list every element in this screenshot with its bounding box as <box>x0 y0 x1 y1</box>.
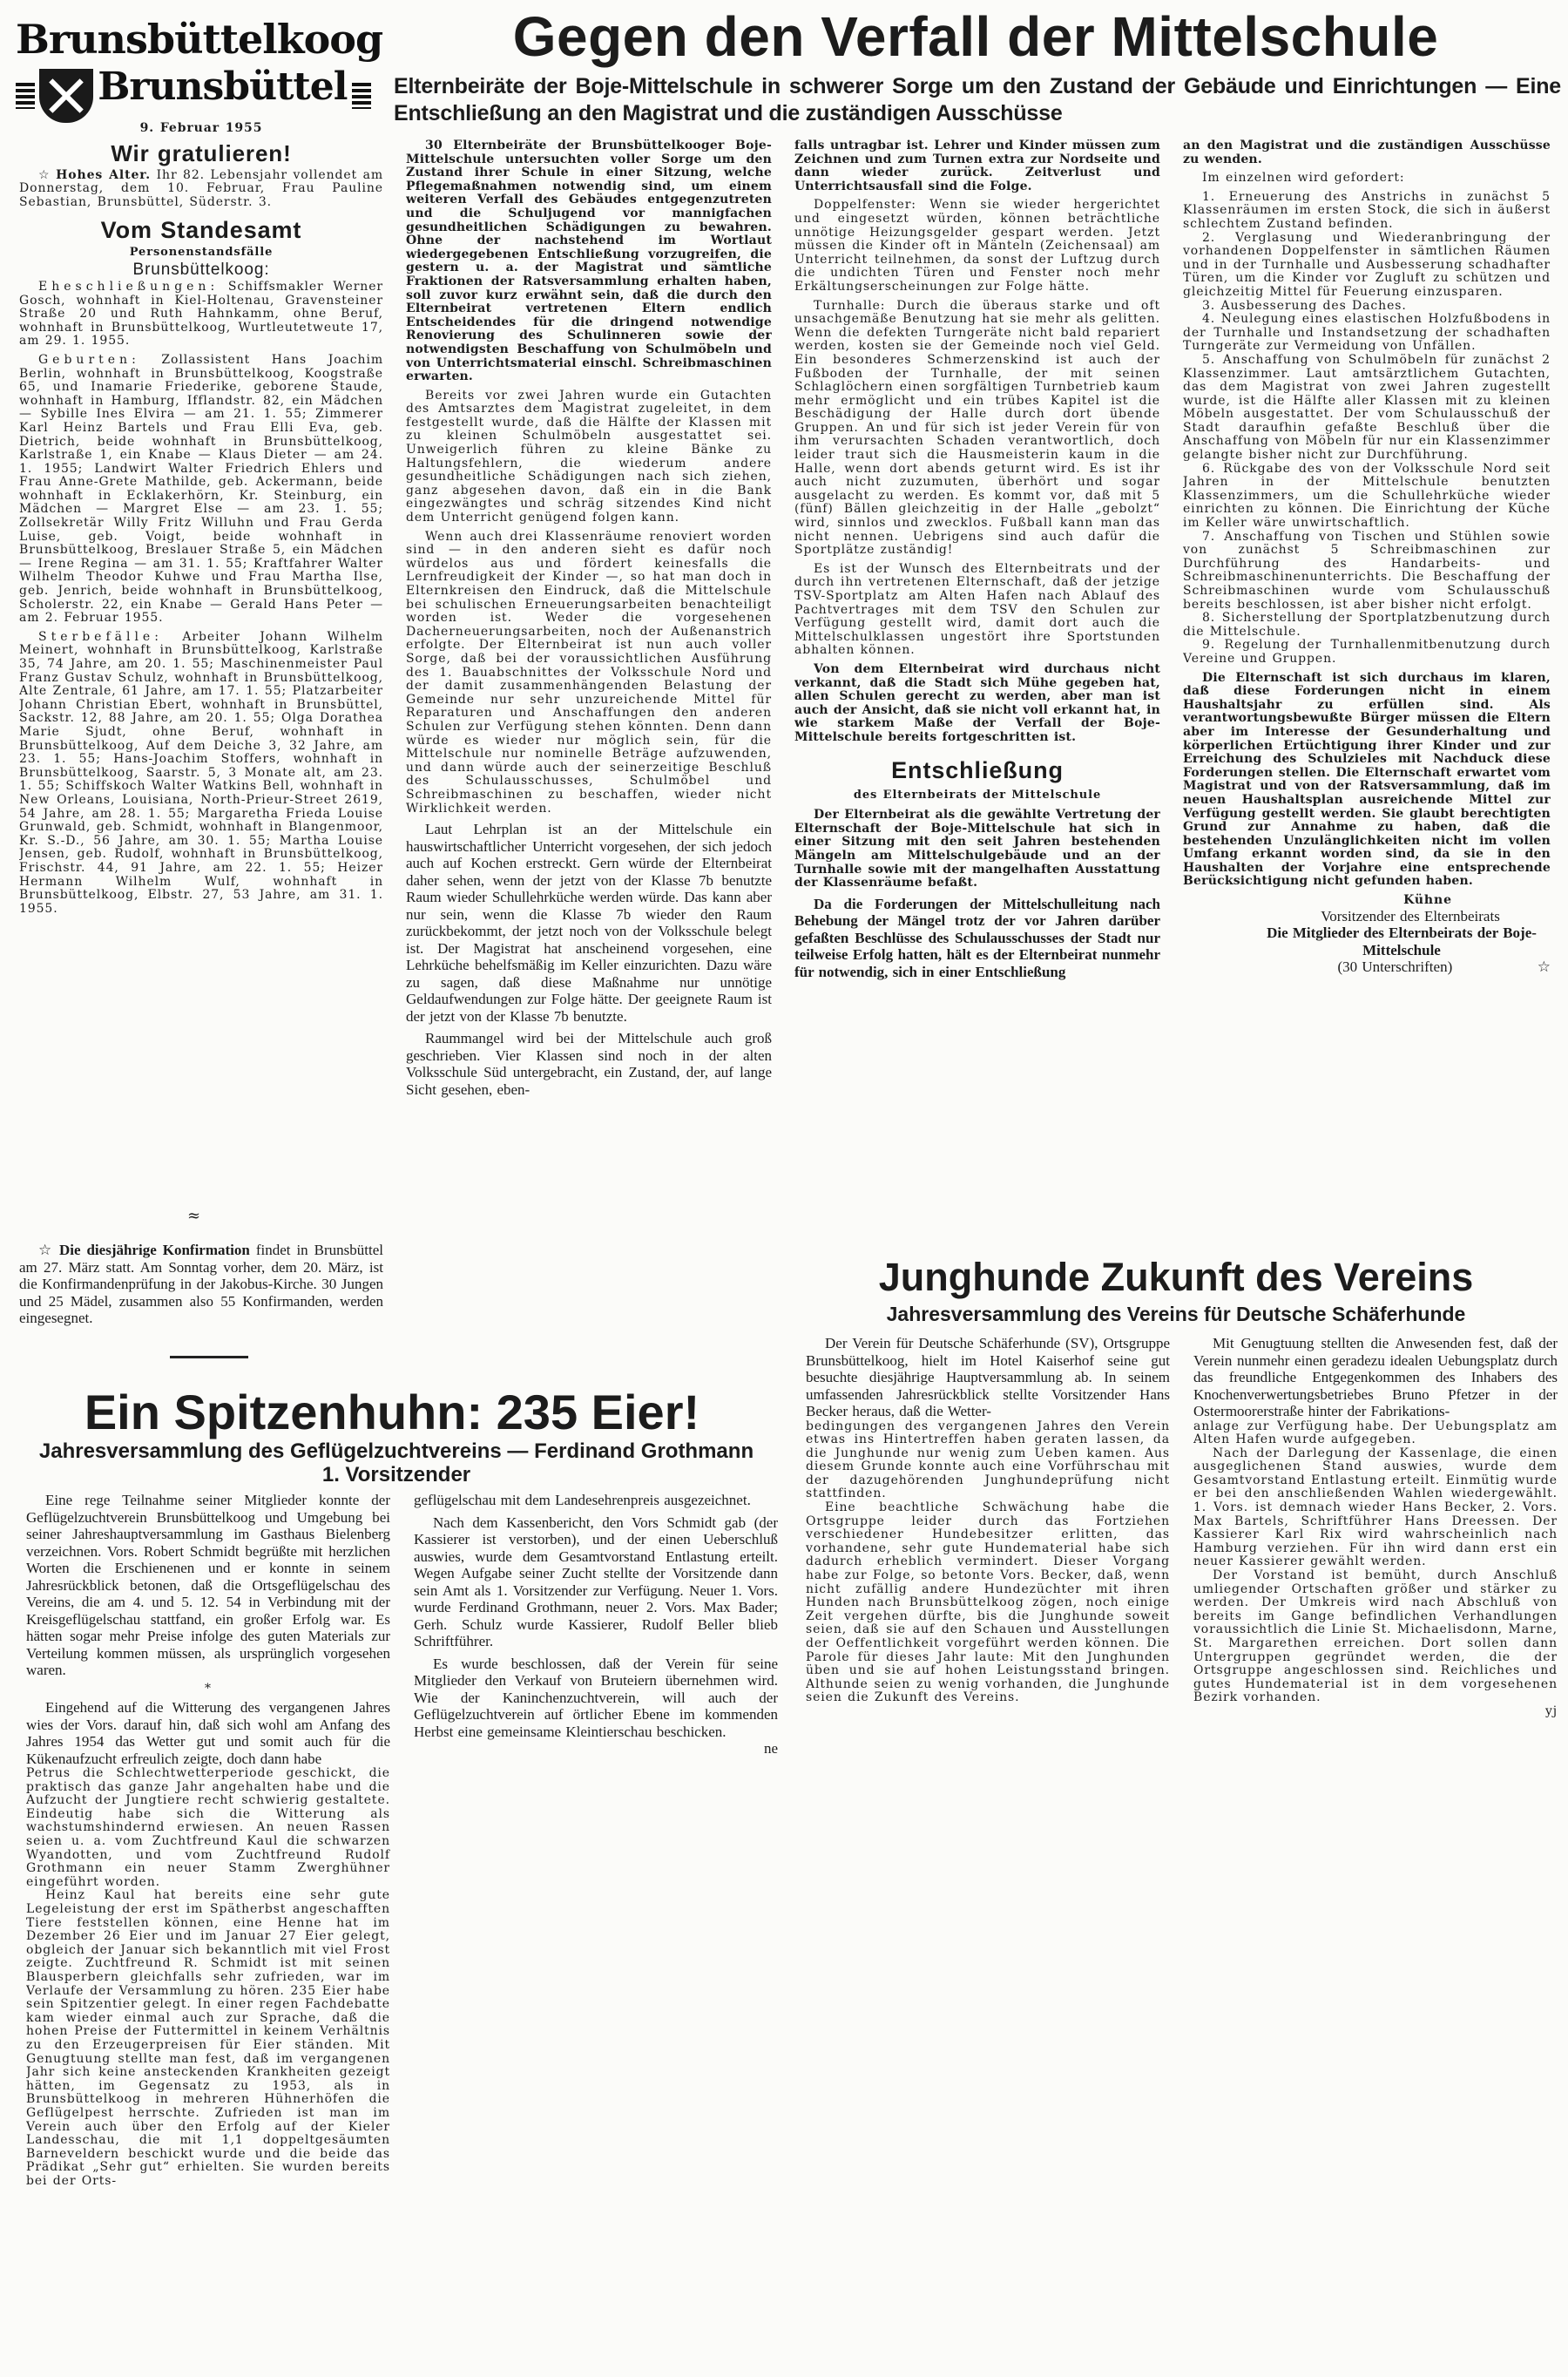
article-paragraph: bedingungen des vergangenen Jahres den Verein etwas ins Hintertreffen haben geraten lassen, da die Junghunde nur wenig zum Ueben kamen. Aus diesem Grunde konnte auch eine Vorführschau mit der dazugehörenden Junghundeprüfung nicht stattfinden. <box>806 1419 1170 1501</box>
section-text: Arbeiter Johann Wilhelm Meinert, wohnhaft in Brunsbüttelkoog, Karlstraße 35, 74 Jahre, am 20. 1. 55; Maschinenmeister Paul Franz Gustav Schulz, wohnhaft in Brunsbüttelkoog, Alte Zentrale, 61 Jahre, am 17. 1. 55; Platzarbeiter Johann Christian Ebert, wohnhaft in Brunsbüttel, Sackstr. 12, 88 Jahre, am 20. 1. 55; Olga Dorathea Marie Sjudt, ohne Beruf, wohnhaft in Brunsbüttelkoog, Auf dem Deiche 3, 32 Jahre, am 23. 1. 55; Hans-Joachim Stoffers, wohnhaft in Brunsbüttelkoog, Saarstr. 5, 3 Monate alt, am 23. 1. 55; Schiffskoch Walter Watkins Bell, wohnhaft in New Orleans, Louisiana, North-Prieur-Street 2619, 54 Jahre, am 28. 1. 55; Margaretha Frieda Louise Grunwald, geb. Schmidt, wohnhaft in Blangenmoor, Kr. S.-D., 56 Jahre, am 30. 1. 55; Martha Louise Jensen, geb. Rudolf, wohnhaft in Brunsbüttelkoog, Frischstr. 44, 91 Jahre, am 22. 1. 55; Heizer Hermann Wilhelm Wulf, wohnhaft in Brunsbüttelkoog, Elbstr. 27, 53 Jahre, am 31. 1. 1955. <box>19 629 383 916</box>
section-label: Sterbefälle: <box>38 629 163 644</box>
article-paragraph: Von dem Elternbeirat wird durchaus nicht verkannt, daß die Stadt sich Mühe gegeben hat, allen Schulen gerecht zu werden, aber man ist auch der Ansicht, daß sie nicht voll erkannt hat, in wie starkem Maße der Verfall der Boje-Mittelschule bereits fortgeschritten ist. <box>794 661 1160 744</box>
article-paragraph: Bereits vor zwei Jahren wurde ein Gutachten des Amtsarztes dem Magistrat zugeleitet, in dem festgestellt wurde, daß die Hälfte der Klassen mit zu kleinen Schulmöbeln ausgestattet sei. Unweigerlich führen zu kleine Bänke zu Haltungsfehlern, die wiederum andere gesundheitliche Schädigungen nach sich ziehen, ganz abgesehen davon, daß ein in die Bank eingezwängtes und schräg sitzendes Kind nicht dem Unterricht genügend folgen kann. <box>406 388 772 525</box>
konfirmation-text: findet in Brunsbüttel am 27. März statt. Am Sonntag vorher, dem 20. März, ist die Konfirmandenprüfung in der Jakobus-Kirche. 30 Jungen und 25 Mädel, zusammen also 55 Konfirmanden, werden eingesegnet. <box>19 1242 383 1326</box>
standesamt-deaths <box>19 631 383 916</box>
main-article-column-1 <box>406 139 772 1368</box>
author-initials: ne <box>763 1740 778 1757</box>
divider <box>170 1356 248 1358</box>
dog-article-column-2 <box>1193 1335 1558 1858</box>
poultry-article-column-1 <box>26 1492 390 2372</box>
signature-count-text: (30 Unterschriften) <box>1337 958 1453 976</box>
resolution-paragraph: Der Elternbeirat als die gewählte Vertretung der Elternschaft der Boje-Mittelschule hat sich in einer Sitzung mit den seit Jahren bestehenden Mängeln am Mittelschulgebäude und an der Turnhalle sowie mit der mangelhaften Ausstattung der Klassenräume befaßt. <box>794 808 1160 891</box>
article-paragraph: Es wurde beschlossen, daß der Verein für seine Mitglieder den Verkauf von Bruteiern übernehmen wird. Wie der Kaninchenzuchtverein, will auch der Geflügelzuchtverein auf örtlicher Ebene im kommenden Herbst eine gemeinsame Kleintierschau beschicken. <box>414 1655 778 1740</box>
article-paragraph: Eine beachtliche Schwächung habe die Ortsgruppe leider durch das Fortziehen verschiedener Hundebesitzer erlitten, das vorhandene, sehr gute Hundematerial habe sich dadurch erheblich vermindert. Dieser Vorgang habe zur Folge, so betonte Vors. Becker, daß, wenn nicht zufällig andere Hundezüchter mit ihren Hunden nach Brunsbüttelkoog zögen, noch einige Zeit vergehen dürfte, bis die Junghunde soweit seien, daß sie auf den Schauen und Ausstellungen der Oeffentlichkeit vorgeführt werden können. Die Parole für dieses Jahr laute: Mit den Junghunden üben und sie auf hohen Leistungsstand bringen. Althunde seien zu wenig vorhanden, die Junghunde seien die Zukunft des Vereins. <box>806 1500 1170 1705</box>
demand-item: 6. Rückgabe des von der Volksschule Nord seit Jahren in der Mittelschule benutzten Klassenzimmers, um die Schullehrküche wieder einrichten zu können. Die Einrichtung der Küche im Keller wäre unwirtschaftlich. <box>1183 461 1551 531</box>
ornament-bars-right <box>352 83 371 109</box>
article-paragraph: geflügelschau mit dem Landesehrenpreis ausgezeichnet. <box>414 1492 751 1508</box>
dog-article-column-1 <box>806 1335 1170 1858</box>
resolution-subtitle: des Elternbeirats der Mittelschule <box>853 788 1102 802</box>
demand-item: 5. Anschaffung von Schulmöbeln für zunächst 2 Klassenzimmer. Laut amtsärztlichem Gutachten, das dem Magistrat von zwei Jahren zugestellt wurde, ist die Hälfte aller Klassen mit zu kleinen Möbeln ausgestattet. Der vom Schulausschuß der Stadt daraufhin gefaßte Beschluß über die Anschaffung von Möbeln für nur ein Klassenzimmer gelangte bisher nicht zur Durchführung. <box>1183 352 1551 463</box>
poultry-article-subhead: Jahresversammlung des Geflügelzuchtvereins — Ferdinand Grothmann 1. Vorsitzender <box>38 1439 754 1486</box>
section-text: Schiffsmakler Werner Gosch, wohnhaft in Kiel-Holtenau, Gravensteiner Straße 20 und Ruth Hahnkamm, ohne Beruf, wohnhaft in Brunsbüttelkoog, Wurtleutetweute 17, am 29. 1. 1955. <box>19 279 383 349</box>
article-paragraph: Raummangel wird bei der Mittelschule auch groß geschrieben. Vier Klassen sind noch in der alten Volksschule Süd untergebracht, ein Zustand, der, auf lange Sicht gesehen, eben- <box>406 1030 772 1098</box>
gratulation-heading: Wir gratulieren! <box>111 139 292 166</box>
signature-members: Die Mitglieder des Elternbeirats der Boje-Mittelschule <box>1267 924 1537 958</box>
konfirmation-notice <box>19 1242 383 1351</box>
article-paragraph: Doppelfenster: Wenn sie wieder hergerichtet und eingesetzt würden, können beträchtliche unnötige Heizungsgelder gespart werden. Jetzt müssen die Kinder oft in Mänteln (Zeichensaal) am Unterricht teilnehmen, da sonst der Luftzug durch die undichten Türen und Fenster noch mehr Erkältungserscheinungen zur Folge hätte. <box>794 198 1160 294</box>
demand-item: 4. Neulegung eines elastischen Holzfußbodens in der Turnhalle und Instandsetzung der schadhaften Turngeräte zur Vermeidung von Unfällen. <box>1183 312 1551 354</box>
main-subhead: Elternbeiräte der Boje-Mittelschule in schwerer Sorge um den Zustand der Gebäude und Einrichtungen — Eine Entschließung an den Magistrat und die zuständigen Ausschüsse <box>394 74 1561 125</box>
demands-intro: Im einzelnen wird gefordert: <box>1202 171 1405 186</box>
resolution-heading: Entschließung <box>891 756 1064 783</box>
article-paragraph: Heinz Kaul hat bereits eine sehr gute Legeleistung der erst im Spätherbst angeschafften Tiere feststellen können, eine Henne hat im Dezember 26 Eier und im Januar 27 Eier gelegt, obgleich der Januar sich bekanntlich mit viel Frost zeigte. Zuchtfreund R. Schmidt ist mit seinen Blausperbern gleichfalls sehr zufrieden, war im Verlaufe der Versammlung zu hören. 235 Eier habe sein Spitzentier gelegt. In einer regen Fachdebatte kam wieder einmal auch zur Sprache, daß die hohen Preise der Futtermittel in keinem Verhältnis zu den Erzeugerpreisen für Eier ständen. Mit Genugtuung stellte man fest, daß im vergangenen Jahr sich keine ansteckenden Krankheiten gezeigt hätten, im Gegensatz zu 1953, als in Brunsbüttelkoog in mehreren Hühnerhöfen die Geflügelpest herrschte. Zufrieden ist man im Verein auch über den Erfolg auf der Kieler Landesschau, die mit 1,1 doppeltgesäumten Barneveldern beschickt wurde und die beide das Prädikat „Sehr gut“ erhielten. Sie wurden bereits bei der Orts- <box>26 1888 390 2188</box>
star-icon: ☆ <box>1537 958 1551 976</box>
article-paragraph: Wenn auch drei Klassenräume renoviert worden sind — in den anderen sieht es dafür noch würdelos aus und fördert keinesfalls die Lernfreudigkeit der Kinder —, so hat man doch in Elternkreisen den Eindruck, daß die Mittelschule bei schulischen Erneuerungsarbeiten benachteiligt worden ist. Weder die vorgesehenen Dacherneuerungsarbeiten, noch der Außenanstrich erfolgte. Der Elternbeirat ist nun auch voller Sorge, daß bei der voraussichtlichen Ausführung des 1. Bauabschnittes der Volksschule Nord und der damit zusammenhängenden Belastung der Gemeinde nur sehr unzureichende Mittel für Reparaturen und Anschaffungen den anderen Schulen zur Verfügung stehen könnten. Denn dann würde es wieder nur möglich sein, für die Mittelschule nur nominelle Beträge aufzuwenden, und dann würde auch der seinerzeitige Beschluß des Schulausschusses, Schulmöbel und Schreibmaschinen zu beschaffen, wieder nicht Wirklichkeit werden. <box>406 529 772 816</box>
main-article-column-2 <box>794 139 1160 1239</box>
poultry-article-headline: Ein Spitzenhuhn: 235 Eier! <box>84 1385 700 1439</box>
section-label: Eheschließungen: <box>38 279 220 294</box>
article-paragraph: Der Vorstand ist bemüht, durch Anschluß umliegender Ortschaften größer und stärker zu werden. Der Umkreis wird nach Abschluß von bereits im Gange befindlichen Verhandlungen voraussichtlich die Linie St. Michaelisdonn, Marne, St. Margarethen erreichen. Dort sollen dann Untergruppen gegründet werden, die der Ortsgruppe angeschlossen sind. Reichliches und gutes Hundematerial ist in dem vorgesehenen Bezirk vorhanden. <box>1193 1568 1558 1705</box>
author-initials: yj <box>1544 1703 1558 1718</box>
demand-item: 9. Regelung der Turnhallenmitbenutzung durch Vereine und Gruppen. <box>1183 638 1551 666</box>
main-headline: Gegen den Verfall der Mittelschule <box>512 5 1439 68</box>
article-paragraph: Es ist der Wunsch des Elternbeitrats und der durch ihn vertretenen Elternschaft, daß der jetzige TSV-Sportplatz am Alten Hafen nach Ablauf des Pachtvertrages mit dem TSV den Schulen zur Verfügung gestellt wird, damit dort auch die Mittelschulklassen ungestört ihre Sportstunden abhalten können. <box>794 561 1160 658</box>
section-text: Zollassistent Hans Joachim Berlin, wohnhaft in Brunsbüttelkoog, Koogstraße 65, und Inamarie Friederike, geborene Staude, wohnhaft in Hamburg, Ifflandstr. 82, ein Mädchen — Sybille Ines Elvira — am 21. 1. 55; Zimmerer Karl Heinz Bartels und Frau Elli Eva, geb. Dietrich, beide wohnhaft in Brunsbüttelkoog, Karlstraße 1, ein Knabe — Klaus Dieter — am 24. 1. 1955; Landwirt Walter Friedrich Ehlers und Frau Anne-Grete Mathilde, geb. Ackermann, beide wohnhaft in Ecklakerhörn, Kr. Steinburg, ein Mädchen — Margret Else — am 23. 1. 55; Zollsekretär Willy Fritz Willuhn und Frau Gerda Luise, geb. Voigt, beide wohnhaft in Brunsbüttelkoog, Breslauer Straße 5, ein Mädchen — Irene Regina — am 31. 1. 55; Kraftfahrer Walter Wilhelm Theodor Kuhwe und Frau Martha Ilse, geb. Jenrich, beide wohnhaft in Brunsbüttelkoog, Scholerstr. 22, ein Knabe — Gerald Hans Peter — am 2. Februar 1955. <box>19 352 383 626</box>
signature-name: Kühne <box>1403 893 1452 908</box>
main-article-column-3 <box>1183 139 1551 1239</box>
article-lead: 30 Elternbeiräte der Brunsbüttelkooger Boje-Mittelschule untersuchten voller Sorge um den Zustand ihrer Schule in einer Sitzung, welche Pflegemaßnahmen notwendig sind, um einem weiteren Verfall des Gebäudes entgegenzutreten und die Schuljugend vor mannigfachen gesundheitlichen Schädigungen zu bewahren. Ohne der nachstehend im Wortlaut wiedergegebenen Entschließung vorzugreifen, die gestern u. a. der Magistrat und sämtliche Fraktionen der Ratsversammlung erhalten haben, soll zuvor kurz erwähnt sein, daß die durch den Elternbeirat vertretenen Eltern endlich Entscheidendes für die dringend notwendige Renovierung des Schulinneren sowie der notwendigsten Beschaffung von Schulmöbeln und von Unterrichtsmaterial einschl. Schreibmaschinen erwarten. <box>406 139 772 384</box>
standesamt-births <box>19 354 383 626</box>
standesamt-subtitle: Personenstandsfälle <box>129 246 274 260</box>
masthead-line-1: Brunsbüttelkoog <box>16 16 383 63</box>
article-paragraph: Laut Lehrplan ist an der Mittelschule ein hauswirtschaftlicher Unterricht vorgesehen, der sich jedoch auch auf Kochen erstreckt. Gern würde der Elternbeirat daher sehen, wenn der jetzt von der Klasse 7b benutzte Raum wieder Schullehrküche werden würde. Das kann aber nur sein, wenn die Klasse 7b wieder den Raum zurückbekommt, der jetzt noch von der Volksschule belegt ist. Der Magistrat hat anscheinend vorgesehen, eine Lehrküche behelfsmäßig im Keller einzurichten. Dazu wäre zu sagen, daß diese Maßnahme nur unnötige Geldaufwendungen zur Folge hätte. Der geeignete Raum ist der jetzt von der Klasse 7b benutzte. <box>406 821 772 1025</box>
demand-item: 8. Sicherstellung der Sportplatzbenutzung durch die Mittelschule. <box>1183 611 1551 639</box>
section-label: Geburten: <box>38 352 140 367</box>
demand-item: 1. Erneuerung des Anstrichs in zunächst 5 Klassenräumen im ersten Stock, die sich in äußerst schlechtem Zustand befinden. <box>1183 189 1551 231</box>
gratulation-text: Ihr 82. Lebensjahr vollendet am Donnerstag, dem 10. Februar, Frau Pauline Sebastian, Brunsbüttel, Süderstr. 3. <box>19 167 383 209</box>
resolution-closing: Die Elternschaft ist sich durchaus im klaren, daß diese Forderungen nicht in einem Haushaltsjahr zu erfüllen sind. Als verantwortungsbewußte Bürger müssen die Eltern aber im Interesse der Gesunderhaltung und körperlichen Ertüchtigung ihrer Kinder und zur Erreichung des Schulzieles mit Nachduck diese Forderungen stellen. Die Elternschaft erwartet vom Magistrat und von der Ratsversammlung, daß im neuen Haushaltsplan ausreichende Mittel zur Verfügung gestellt werden. Sie glaubt berechtigten Grund zur Annahme zu haben, daß die bestehenden Unzulänglichkeiten nicht im vollen Umfang erkannt worden sind, da sie in den Haushalten der Vorjahre eine entsprechende Berücksichtigung nicht gefunden haben. <box>1183 670 1551 889</box>
article-paragraph: Nach dem Kassenbericht, den Vors Schmidt gab (der Kassierer ist verstorben), und der einen Ueberschluß auswies, wurde dem Gesamtvorstand Entlastung erteilt. Wegen Aufgabe seiner Zucht stellte der Vorsitzende dann sein Amt als 1. Vorsitzender zur Verfügung. Neuer 1. Vors. wurde Ferdinand Grothmann, neuer 2. Vors. Max Bader; Gerh. Schulz wurde Kassierer, Rudolf Beller blieb Schriftführer. <box>414 1514 778 1649</box>
konfirmation-lead: Die diesjährige Konfirmation <box>58 1242 250 1258</box>
article-paragraph: Eingehend auf die Witterung des vergangenen Jahres wies der Vors. darauf hin, daß sich wohl am Anfang des Jahres 1954 das Wetter gut und somit auch für die Kükenaufzucht erfreulich zeigte, doch dann habe <box>26 1699 390 1767</box>
resolution-paragraph: an den Magistrat und die zuständigen Ausschüsse zu wenden. <box>1183 139 1551 166</box>
star-icon: ☆ <box>38 1242 59 1258</box>
standesamt-place: Brunsbüttelkoog: <box>132 260 270 279</box>
gratulation-lead: Hohes Alter. <box>56 167 152 182</box>
coat-of-arms-icon <box>39 69 93 123</box>
wavy-ornament: ≈ <box>187 1207 201 1225</box>
article-paragraph: anlage zur Verfügung habe. Der Uebungsplatz am Alten Hafen wurde aufgegeben. <box>1193 1419 1558 1447</box>
article-paragraph: Nach der Darlegung der Kassenlage, die einen ausgeglichenen Stand auswies, wurde dem Gesamtvorstand Entlastung erteilt. Einmütig wurde er bei den anschließenden Wahlen wiedergewählt. 1. Vors. ist demnach wieder Hans Becker, 2. Vors. Max Bartels, Schriftführer Hans Dreessen. Der Kassierer Karl Rix wird wahrscheinlich nach Hamburg verziehen. Für ihn wird dann erst ein neuer Kassierer gewählt werden. <box>1193 1446 1558 1569</box>
article-paragraph: Petrus die Schlechtwetterperiode geschickt, die praktisch das ganze Jahr angehalten habe und die Aufzucht der Jungtiere recht schwierig gestaltete. Eindeutig habe sich die Witterung als wachstumshindernd erwiesen. An neuen Rassen seien u. a. vom Zuchtfreund Kaul die schwarzen Wyandotten, und vom Zuchtfreund Rudolf Grothmann ein neuer Stamm Zwerghühner eingeführt worden. <box>26 1766 390 1889</box>
article-paragraph: Mit Genugtuung stellten die Anwesenden fest, daß der Verein nunmehr einen geradezu idealen Uebungsplatz durch das freundliche Entgegenkommen des Inhabers des Knochenverwertungsbetriebes Bruno Pfetzer in der Ostermoorerstraße hinter der Fabrikations- <box>1193 1335 1558 1419</box>
gratulation-item <box>19 169 383 210</box>
dog-article-headline: Junghunde Zukunft des Vereins <box>878 1255 1474 1299</box>
left-column <box>19 122 383 1202</box>
dog-article-subhead: Jahresversammlung des Vereins für Deutsche Schäferhunde <box>886 1303 1466 1325</box>
demand-item: 7. Anschaffung von Tischen und Stühlen sowie von zunächst 5 Schreibmaschinen zur Durchführung des Handarbeits- und Schreibmaschinenunterrichts. Die Beschaffung der Schreibmaschinen wurde vom Schulausschuß bereits beschlossen, ist aber bisher nicht erfolgt. <box>1183 529 1551 612</box>
signature-count <box>1183 958 1551 976</box>
ornament-bars-left <box>16 83 35 109</box>
issue-date: 9. Februar 1955 <box>139 122 263 135</box>
article-paragraph: Der Verein für Deutsche Schäferhunde (SV), Ortsgruppe Brunsbüttelkoog, hielt im Hotel Kaiserhof seine gut besuchte diesjährige Hauptversammlung ab. In seinem umfassenden Jahresrückblick stellte Vorsitzender Hans Becker heraus, daß die Wetter- <box>806 1335 1170 1419</box>
standesamt-marriages <box>19 281 383 349</box>
demand-item: 3. Ausbesserung des Daches. <box>1202 298 1407 313</box>
article-paragraph: falls untragbar ist. Lehrer und Kinder müssen zum Zeichnen und zum Turnen extra zur Nordseite und dann wieder zurück. Zeitverlust und Unterrichtsausfall sind die Folge. <box>794 139 1160 193</box>
article-paragraph: Turnhalle: Durch die überaus starke und oft unsachgemäße Benutzung hat sie mehr als gelitten. Wenn die defekten Turngeräte nicht bald repariert werden, kosten sie der Gemeinde noch viel Geld. Ein besonderes Schmerzenskind ist auch der Fußboden der Turnhalle, der mit seinen Schlaglöchern einen sorgfältigen Turnbetrieb kaum mehr ermöglicht und ein trübes Kapitel ist die Beschädigung der Halle durch dort übende Gruppen. An und für sich ist jeder Verein für von ihm verursachten Schaden verantwortlich, doch leider traut sich die Hausmeisterin kaum in die Halle, wenn dort abends geturnt wird. Es ist ihr auch nicht zuzumuten, überhört und sogar ausgelacht zu werden. Es kommt vor, daß mit 5 (fünf) Bällen gleichzeitig in der Halle „gebolzt“ wird, sinnlos und zwecklos. Fußball kann man das nicht nennen. Uebrigens sind auch dafür die Sportplätze zuständig! <box>794 298 1160 558</box>
masthead-logo <box>16 16 382 123</box>
star-icon: ☆ <box>38 167 57 182</box>
poultry-article-column-2 <box>414 1492 778 1858</box>
section-separator: * <box>205 1681 212 1696</box>
masthead-line-2: Brunsbüttel <box>98 64 348 109</box>
signature-role: Vorsitzender des Elternbeirats <box>1321 907 1500 924</box>
demand-item: 2. Verglasung und Wiederanbringung der vorhandenen Doppelfenster in sämtlichen Räumen und in der Turnhalle und Ausbesserung schadhafter Türen, um die Kinder vor Zugluft zu schützen und gleichzeitig Mittel für Feuerung einzusparen. <box>1183 230 1551 299</box>
standesamt-heading: Vom Standesamt <box>100 217 302 244</box>
article-paragraph: Eine rege Teilnahme seiner Mitglieder konnte der Geflügelzuchtverein Brunsbüttelkoog und Umgebung bei seiner Jahreshauptversammlung im Gasthaus Bielenberg verzeichnen. Vors. Robert Schmidt begrüßte mit herzlichen Worten die Erschienenen und er konnte in seinem Jahresrückblick betonen, daß die Ortsgeflügelschau des Vereins, die am 4. und 5. 12. 54 in Verbindung mit der Kreisgeflügelschau stattfand, ein großer Erfolg war. Es hätten sogar mehr Preise infolge des guten Materials zur Verteilung kommen müssen, als ursprünglich vorgesehen waren. <box>26 1492 390 1678</box>
resolution-paragraph: Da die Forderungen der Mittelschulleitung nach Behebung der Mängel trotz der vor Jahren darüber gefaßten Beschlüsse des Schulausschusses der Stadt nur teilweise Erfolg hatten, hält es der Elternbeirat nunmehr für notwendig, sich in einer Entschließung <box>794 895 1160 980</box>
